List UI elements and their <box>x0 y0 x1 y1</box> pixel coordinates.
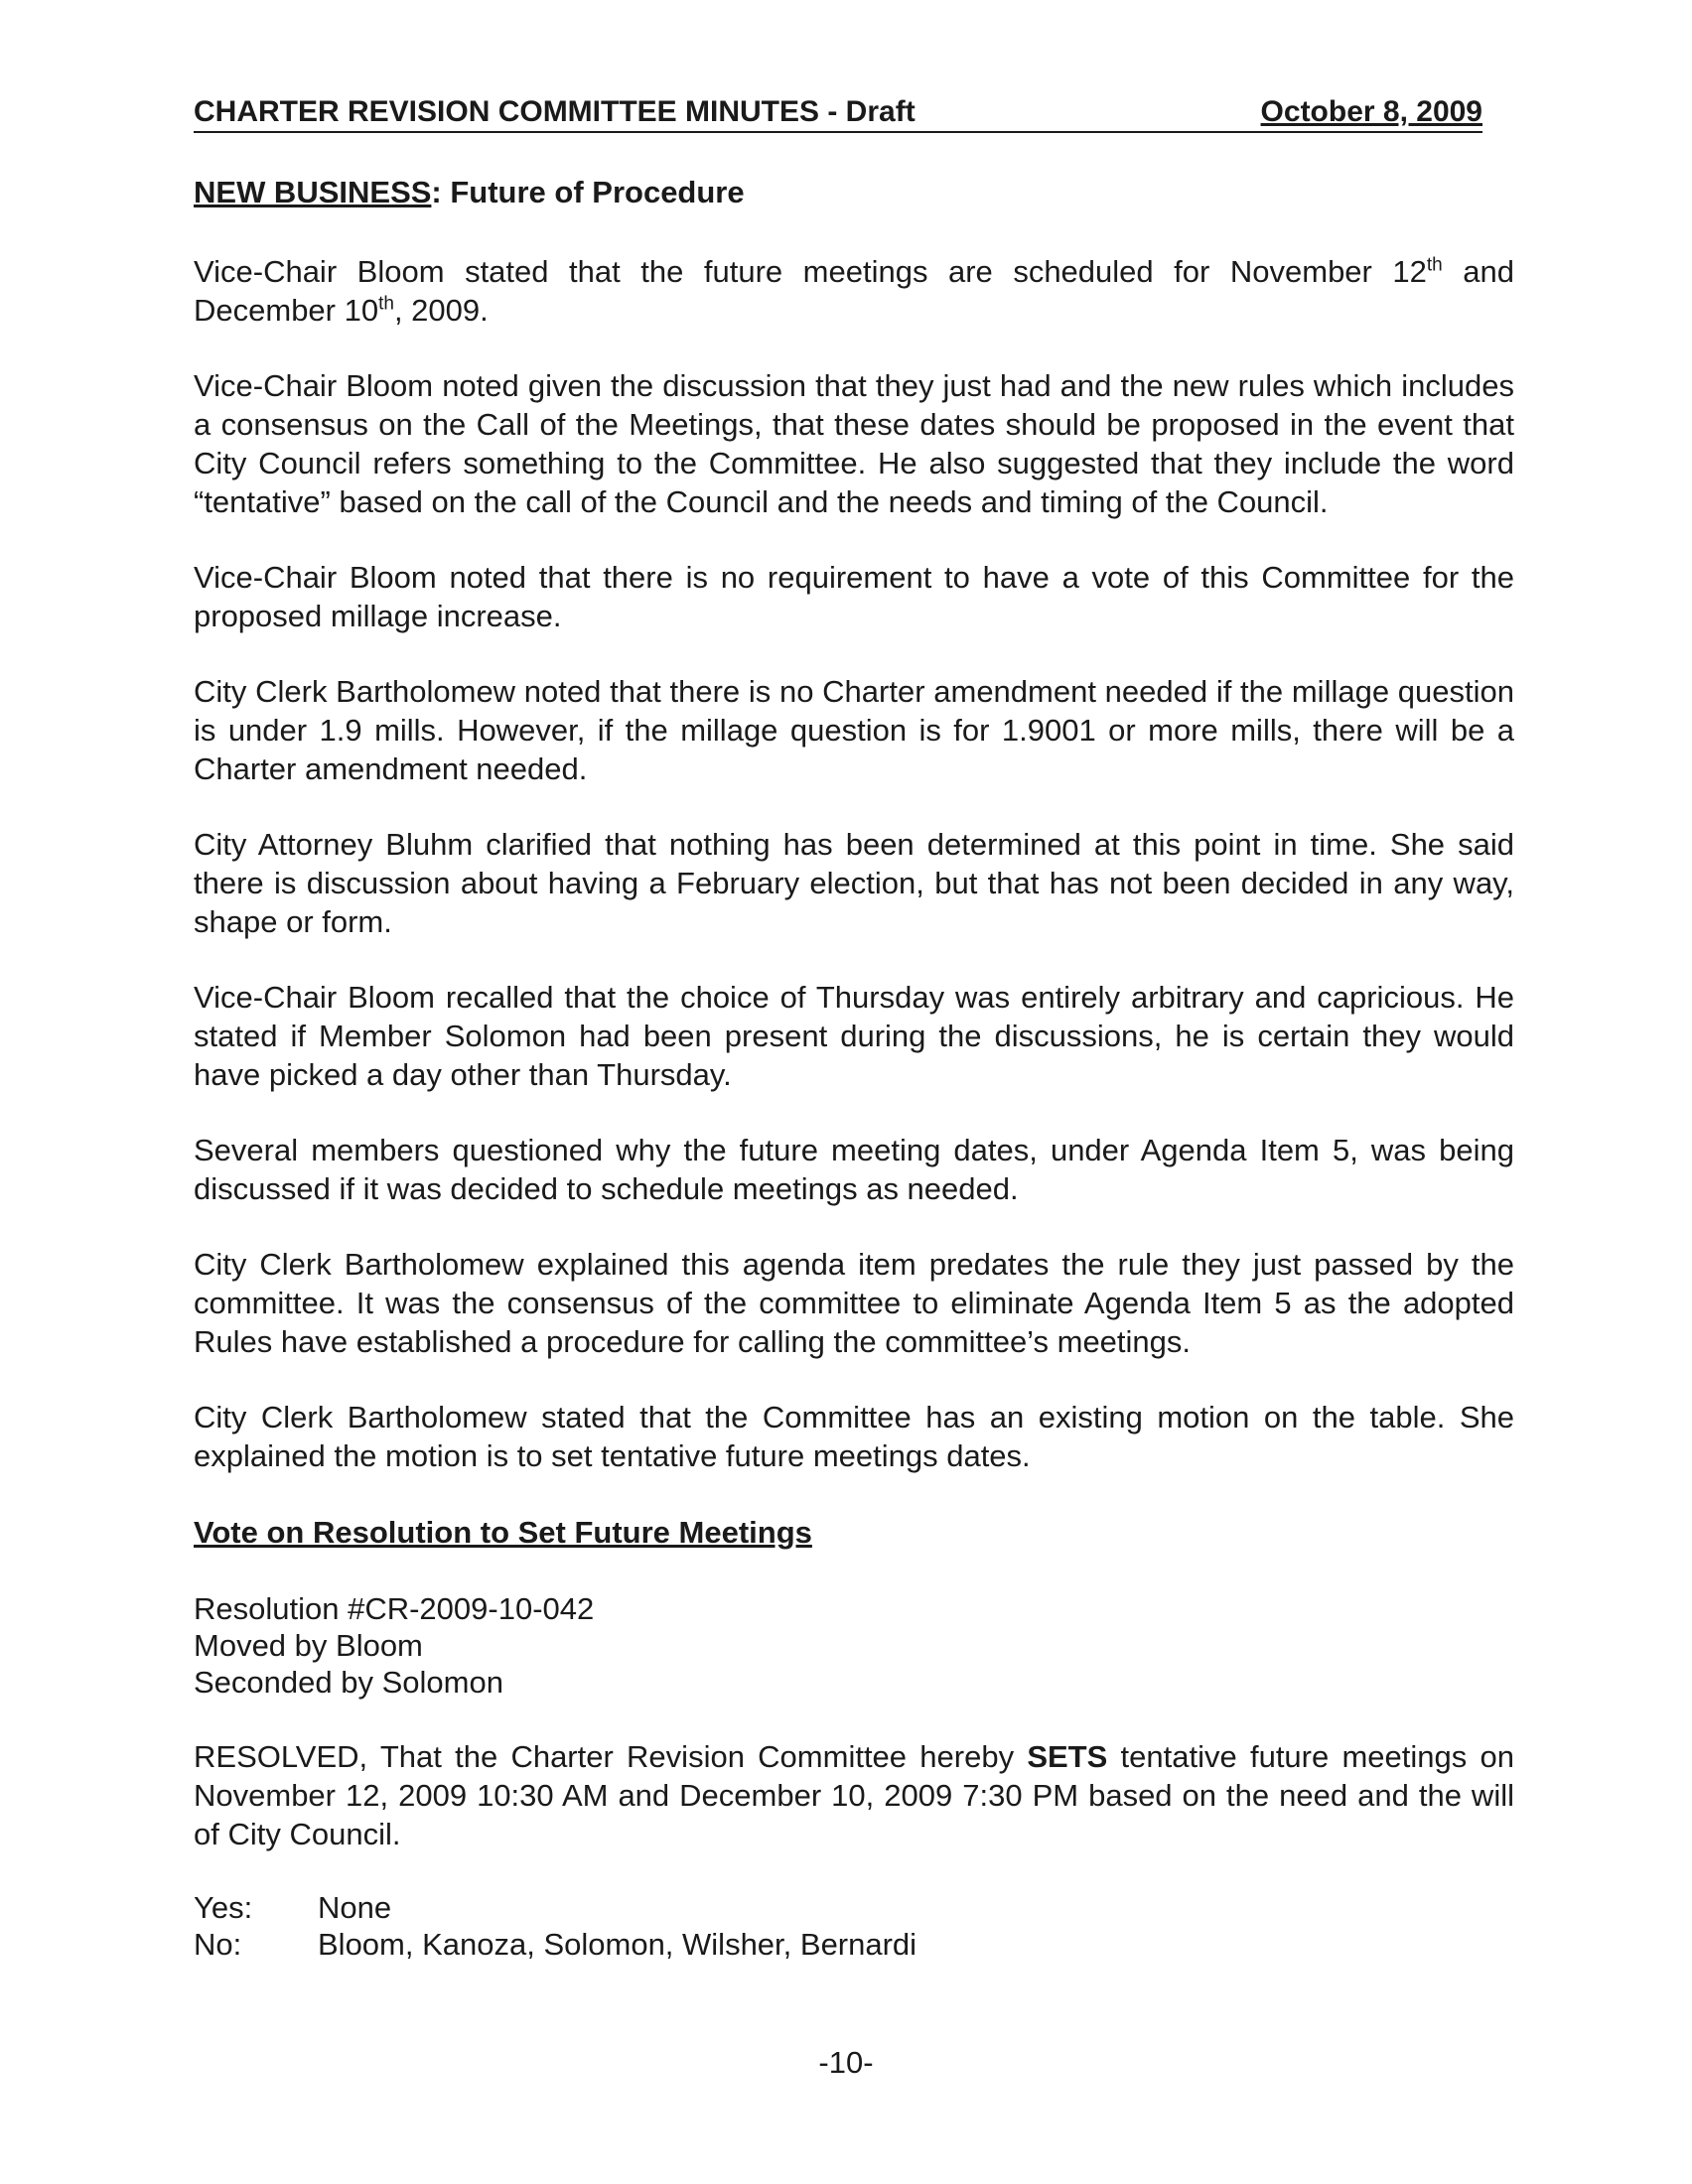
paragraph-existing-motion: City Clerk Bartholomew stated that the Committee has an existing motion on the table. She explained the motion is to set tentative future meetings dates. <box>194 1400 1514 1473</box>
ordinal-suffix: th <box>378 293 394 315</box>
paragraph-text: , 2009. <box>393 293 489 328</box>
resolved-text: tentative future meetings on November 12, 2009 10:30 AM and December 10, 2009 7:30 PM based on the need and the will of City Council. <box>194 1739 1514 1851</box>
document-page <box>194 95 1514 1963</box>
section-heading-rest: : Future of Procedure <box>431 175 745 209</box>
yes-label: Yes: <box>194 1890 253 1925</box>
paragraph-meeting-dates <box>194 252 1514 330</box>
page-number: -10- <box>818 2045 874 2080</box>
paragraph-millage-vote: Vice-Chair Bloom noted that there is no requirement to have a vote of this Committee for the proposed millage increase. <box>194 560 1514 633</box>
paragraph-members-questioned: Several members questioned why the future meeting dates, under Agenda Item 5, was being discussed if it was decided to schedule meetings as needed. <box>194 1133 1514 1206</box>
vote-row-yes <box>194 1889 1514 1926</box>
vote-row-no <box>194 1926 1514 1963</box>
no-value: Bloom, Kanoza, Solomon, Wilsher, Bernardi <box>318 1927 917 1962</box>
moved-by: Moved by Bloom <box>194 1628 423 1663</box>
resolution-number: Resolution #CR-2009-10-042 <box>194 1591 595 1626</box>
ordinal-suffix: th <box>1426 254 1443 276</box>
section-heading-label: NEW BUSINESS <box>194 175 432 209</box>
paragraph-thursday: Vice-Chair Bloom recalled that the choice of Thursday was entirely arbitrary and capricious. He stated if Member Solomon had been present during the discussions, he is certain they would have picked a day other than Thursday. <box>194 980 1514 1092</box>
no-label: No: <box>194 1927 242 1962</box>
page-header <box>194 95 1482 133</box>
header-date: October 8, 2009 <box>1260 95 1482 128</box>
resolved-emphasis: SETS <box>1027 1739 1108 1774</box>
resolved-text: RESOLVED, That the Charter Revision Committee hereby <box>194 1739 1028 1774</box>
header-title: CHARTER REVISION COMMITTEE MINUTES - Draft <box>194 95 916 128</box>
paragraph-attorney: City Attorney Bluhm clarified that nothing has been determined at this point in time. She said there is discussion about having a February election, but that has not been decided in any way, shape or form. <box>194 827 1514 939</box>
paragraph-charter-amendment: City Clerk Bartholomew noted that there is no Charter amendment needed if the millage question is under 1.9 mills. However, if the millage question is for 1.9001 or more mills, there will be a Charter amendment needed. <box>194 674 1514 786</box>
paragraph-tentative: Vice-Chair Bloom noted given the discussion that they just had and the new rules which includes a consensus on the Call of the Meetings, that these dates should be proposed in the event that City Council refers something to the Committee. He also suggested that they include the word “tentative” based on the call of the Council and the needs and timing of the Council. <box>194 368 1514 519</box>
paragraph-agenda-item: City Clerk Bartholomew explained this agenda item predates the rule they just passed by the committee. It was the consensus of the committee to eliminate Agenda Item 5 as the adopted Rules have established a procedure for calling the committee’s meetings. <box>194 1247 1514 1359</box>
resolved-paragraph <box>194 1737 1514 1853</box>
yes-value: None <box>318 1890 392 1925</box>
resolution-info <box>194 1590 1514 1701</box>
vote-heading: Vote on Resolution to Set Future Meetings <box>194 1515 812 1550</box>
section-heading <box>194 175 1514 210</box>
paragraph-text: Vice-Chair Bloom stated that the future meetings are scheduled for November 12 <box>194 254 1427 289</box>
paragraph-text: and December 10 <box>194 254 1514 328</box>
seconded-by: Seconded by Solomon <box>194 1665 503 1700</box>
vote-tally <box>194 1889 1514 1963</box>
